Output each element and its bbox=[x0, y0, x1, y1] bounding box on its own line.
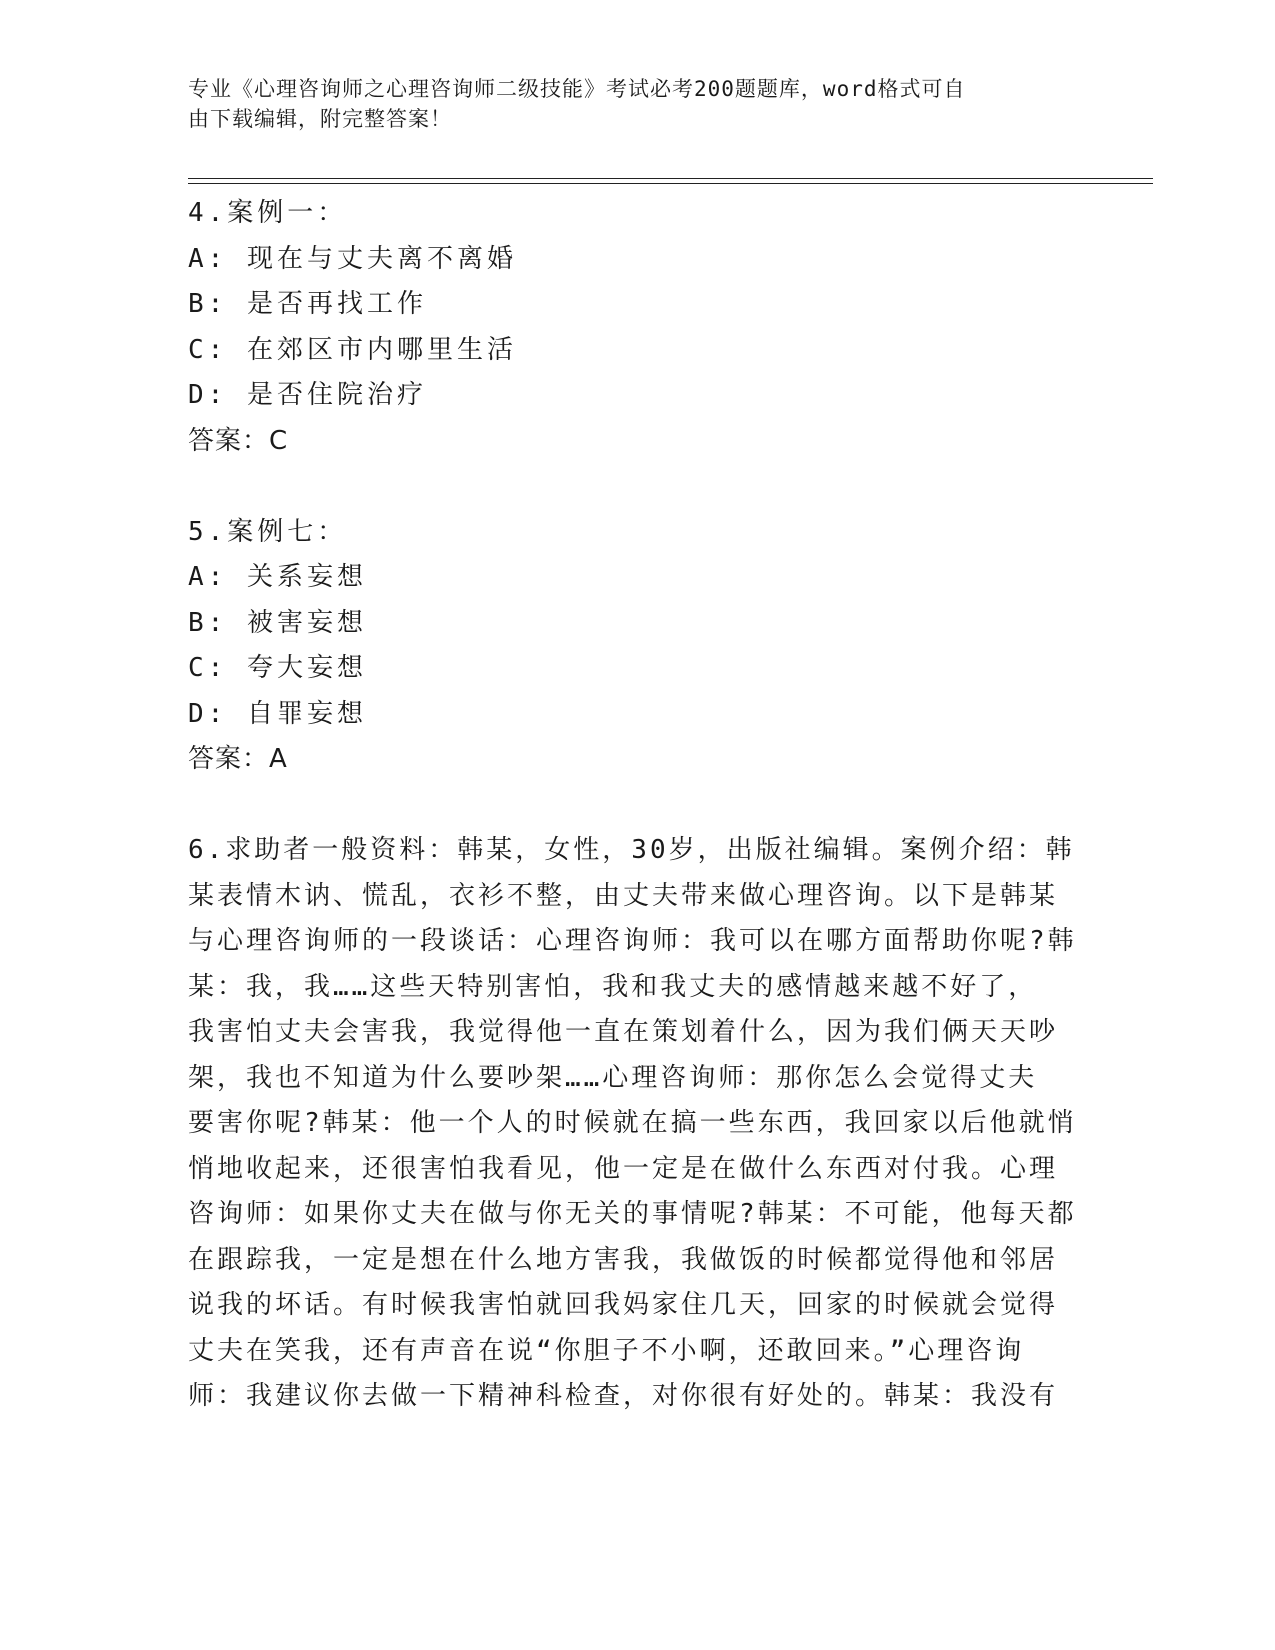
header-divider-top bbox=[188, 178, 1153, 179]
header-divider-bottom bbox=[188, 183, 1153, 184]
paragraph-line: 在跟踪我，一定是想在什么地方害我，我做饭的时候都觉得他和邻居 bbox=[188, 1244, 1059, 1275]
option-c: C: 夸大妄想 bbox=[188, 653, 367, 683]
document-body bbox=[188, 191, 1077, 1420]
question-stem: 5.案例七： bbox=[188, 516, 348, 547]
question-5 bbox=[188, 510, 1068, 783]
paragraph-line: 咨询师：如果你丈夫在做与你无关的事情呢?韩某：不可能，他每天都 bbox=[188, 1199, 1077, 1229]
question-4 bbox=[188, 191, 1068, 464]
question-stem: 4.案例一： bbox=[188, 198, 348, 228]
option-d: D: 自罪妄想 bbox=[188, 698, 367, 729]
answer-line: 答案：C bbox=[188, 425, 289, 456]
option-a: A: 现在与丈夫离不离婚 bbox=[188, 243, 517, 274]
option-c: C: 在郊区市内哪里生活 bbox=[188, 334, 517, 365]
paragraph-line: 某：我，我……这些天特别害怕，我和我丈夫的感情越来越不好了， bbox=[188, 971, 1038, 1002]
paragraph-line: 我害怕丈夫会害我，我觉得他一直在策划着什么，因为我们俩天天吵 bbox=[188, 1017, 1059, 1047]
paragraph-line: 丈夫在笑我，还有声音在说“你胆子不小啊，还敢回来。”心理咨询 bbox=[188, 1335, 1025, 1366]
option-b: B: 被害妄想 bbox=[188, 607, 367, 638]
paragraph-line: 某表情木讷、慌乱，衣衫不整，由丈夫带来做心理咨询。以下是韩某 bbox=[188, 880, 1059, 911]
paragraph-line: 说我的坏话。有时候我害怕就回我妈家住几天，回家的时候就会觉得 bbox=[188, 1290, 1059, 1320]
paragraph-line: 要害你呢?韩某：他一个人的时候就在搞一些东西，我回家以后他就悄 bbox=[188, 1108, 1077, 1138]
paragraph-line: 架，我也不知道为什么要吵架……心理咨询师：那你怎么会觉得丈夫 bbox=[188, 1062, 1038, 1093]
header-title-line-2: 由下载编辑，附完整答案！ bbox=[188, 107, 452, 131]
answer-line: 答案：A bbox=[188, 744, 288, 774]
question-6-paragraph bbox=[188, 828, 1077, 1420]
spacer bbox=[188, 464, 1068, 510]
paragraph-line: 师：我建议你去做一下精神科检查，对你很有好处的。韩某：我没有 bbox=[188, 1381, 1059, 1411]
option-b: B: 是否再找工作 bbox=[188, 289, 427, 319]
paragraph-line: 悄地收起来，还很害怕我看见，他一定是在做什么东西对付我。心理 bbox=[188, 1153, 1059, 1184]
option-a: A: 关系妄想 bbox=[188, 562, 367, 592]
paragraph-line: 与心理咨询师的一段谈话：心理咨询师：我可以在哪方面帮助你呢?韩 bbox=[188, 926, 1077, 956]
spacer bbox=[188, 783, 1068, 829]
option-d: D: 是否住院治疗 bbox=[188, 380, 427, 410]
header-title-line-1: 专业《心理咨询师之心理咨询师二级技能》考试必考200题题库，word格式可自 bbox=[188, 77, 966, 101]
document-header bbox=[188, 74, 1068, 134]
paragraph-line: 6.求助者一般资料：韩某，女性，30岁，出版社编辑。案例介绍：韩 bbox=[188, 835, 1075, 865]
